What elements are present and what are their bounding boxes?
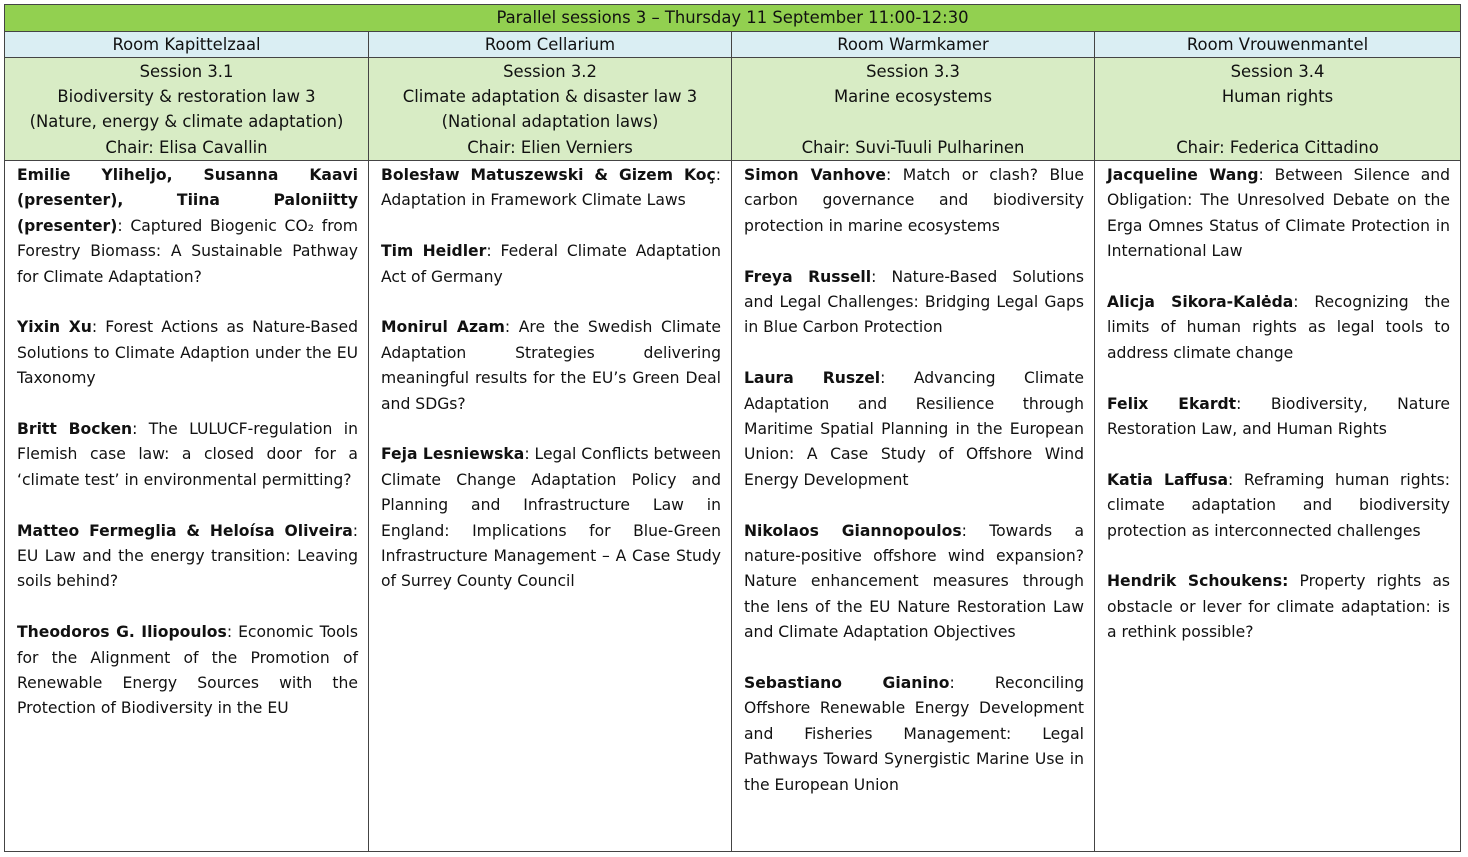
paper-entry bbox=[1107, 163, 1450, 265]
session-subtitle bbox=[732, 109, 1094, 134]
session-subtitle bbox=[1095, 109, 1460, 134]
paper-authors: Monirul Azam bbox=[381, 318, 505, 337]
session-number: Session 3.4 bbox=[1230, 62, 1325, 81]
paper-title: : Reconciling Offshore Renewable Energy Development and Fisheries Management: Legal Pathways Toward Synergistic Marine Use in the European Union bbox=[744, 674, 1084, 794]
paper-entry bbox=[744, 163, 1084, 239]
paper-title: : Captured Biogenic CO₂ from Forestry Biomass: A Sustainable Pathway for Climate Adaptation? bbox=[17, 216, 358, 286]
paper-authors: Tim Heidler bbox=[381, 242, 487, 261]
paper-title: : Match or clash? Blue carbon governance and biodiversity protection in marine ecosystems bbox=[744, 166, 1084, 235]
session-title: Marine ecosystems bbox=[833, 87, 993, 107]
paper-entry bbox=[1107, 569, 1450, 645]
paper-authors: Freya Russell bbox=[744, 267, 872, 286]
session-chair: Chair: Elisa Cavallin bbox=[105, 137, 268, 157]
paper-authors: Emilie Yliheljo, Susanna Kaavi (presenter), Tiina Paloniitty (presenter) bbox=[17, 166, 358, 235]
paper-title: : EU Law and the energy transition: Leaving soils behind? bbox=[17, 521, 358, 591]
paper-authors: Bolesław Matuszewski & Gizem Koç bbox=[381, 166, 716, 184]
paper-authors: Sebastiano Gianino bbox=[744, 674, 950, 693]
session-cell bbox=[369, 58, 732, 161]
paper-title: Property rights as obstacle or lever for climate adaptation: is a rethink possible? bbox=[1107, 572, 1451, 642]
paper-authors: Katia Laffusa bbox=[1107, 470, 1229, 489]
schedule-table bbox=[4, 4, 1461, 852]
session-chair: Chair: Federica Cittadino bbox=[1176, 137, 1379, 157]
paper-authors: Alicja Sikora-Kalėda bbox=[1107, 293, 1294, 312]
room-name: Room Warmkamer bbox=[732, 32, 1095, 58]
paper-title: : Economic Tools for the Alignment of the Promotion of Renewable Energy Sources with the Protection of Biodiversity in the EU bbox=[17, 623, 358, 718]
paper-entry bbox=[17, 519, 358, 595]
paper-title: : Legal Conflicts between Climate Change Adaptation Policy and Planning and Infrastructure Law in England: Implications for Blue-Green Infrastructure Management – A Case Study of Surrey County Council bbox=[381, 445, 721, 591]
paper-authors: Felix Ekardt bbox=[1107, 394, 1237, 413]
paper-title: : Towards a nature-positive offshore wind expansion? Nature enhancement measures through the lens of the EU Nature Restoration Law and Climate Adaptation Objectives bbox=[744, 521, 1084, 642]
paper-entry bbox=[381, 239, 721, 290]
paper-title: : Forest Actions as Nature-Based Solutions to Climate Adaption under the EU Taxonomy bbox=[17, 318, 358, 388]
paper-entry bbox=[17, 315, 358, 391]
paper-title: : Reframing human rights: climate adaptation and biodiversity protection as interconnected challenges bbox=[1107, 470, 1451, 540]
paper-authors: Hendrik Schoukens: bbox=[1107, 572, 1289, 591]
rooms-row bbox=[5, 32, 1461, 58]
session-title: Biodiversity & restoration law 3 bbox=[57, 87, 316, 107]
paper-title: : Adaptation in Framework Climate Laws bbox=[381, 166, 721, 210]
paper-title: : The LULUCF-regulation in Flemish case law: a closed door for a ‘climate test’ in environmental permitting? bbox=[17, 420, 358, 489]
paper-title: : Federal Climate Adaptation Act of Germany bbox=[381, 242, 722, 286]
paper-entry bbox=[744, 671, 1084, 798]
paper-authors: Matteo Fermeglia & Heloísa Oliveira bbox=[17, 521, 353, 540]
room-name: Room Cellarium bbox=[369, 32, 732, 58]
papers-cell-session-3-3 bbox=[732, 161, 1095, 852]
paper-entry bbox=[381, 163, 721, 214]
papers-cell-session-3-4 bbox=[1095, 161, 1461, 852]
paper-authors: Yixin Xu bbox=[17, 318, 92, 337]
session-cell bbox=[1095, 58, 1461, 161]
paper-entry bbox=[17, 417, 358, 493]
session-number: Session 3.3 bbox=[866, 62, 960, 81]
paper-entry bbox=[17, 163, 358, 290]
room-name: Room Kapittelzaal bbox=[5, 32, 369, 58]
papers-row bbox=[5, 161, 1461, 852]
paper-entry bbox=[1107, 392, 1450, 443]
paper-title: : Recognizing the limits of human rights as legal tools to address climate change bbox=[1107, 293, 1451, 362]
session-cell bbox=[732, 58, 1095, 161]
session-chair: Chair: Suvi-Tuuli Pulharinen bbox=[801, 137, 1025, 157]
paper-entry bbox=[1107, 290, 1450, 366]
session-subtitle: (Nature, energy & climate adaptation) bbox=[29, 112, 344, 132]
paper-authors: Theodoros G. Iliopoulos bbox=[17, 623, 227, 642]
room-name: Room Vrouwenmantel bbox=[1095, 32, 1461, 58]
paper-entry bbox=[744, 265, 1084, 341]
paper-entry bbox=[744, 519, 1084, 646]
paper-entry bbox=[381, 442, 721, 594]
session-chair: Chair: Elien Verniers bbox=[467, 137, 633, 157]
paper-authors: Britt Bocken bbox=[17, 420, 133, 439]
paper-title: : Nature-Based Solutions and Legal Challenges: Bridging Legal Gaps in Blue Carbon Protection bbox=[744, 267, 1084, 337]
session-cell bbox=[5, 58, 369, 161]
paper-authors: Nikolaos Giannopoulos bbox=[744, 521, 962, 540]
session-title: Climate adaptation & disaster law 3 bbox=[402, 87, 698, 107]
sessions-row bbox=[5, 58, 1461, 161]
paper-title: : Biodiversity, Nature Restoration Law, and Human Rights bbox=[1107, 394, 1451, 439]
paper-entry bbox=[744, 366, 1084, 493]
papers-cell-session-3-2 bbox=[369, 161, 732, 852]
paper-authors: Feja Lesniewska bbox=[381, 445, 525, 464]
paper-title: : Between Silence and Obligation: The Unresolved Debate on the Erga Omnes Status of Climate Protection in International Law bbox=[1107, 166, 1451, 261]
paper-entry bbox=[17, 620, 358, 722]
papers-cell-session-3-1 bbox=[5, 161, 369, 852]
paper-entry bbox=[1107, 468, 1450, 544]
paper-authors: Laura Ruszel bbox=[744, 369, 881, 388]
schedule-title: Parallel sessions 3 – Thursday 11 September 11:00-12:30 bbox=[5, 5, 1461, 32]
title-row bbox=[5, 5, 1461, 32]
paper-authors: Jacqueline Wang bbox=[1107, 166, 1259, 184]
paper-authors: Simon Vanhove bbox=[744, 166, 886, 184]
session-subtitle: (National adaptation laws) bbox=[441, 112, 659, 132]
paper-title: : Advancing Climate Adaptation and Resilience through Maritime Spatial Planning in the European Union: A Case Study of Offshore Wind Energy Development bbox=[744, 369, 1084, 489]
paper-title: : Are the Swedish Climate Adaptation Strategies delivering meaningful results for the EU’s Green Deal and SDGs? bbox=[381, 318, 721, 413]
session-title: Human rights bbox=[1221, 87, 1334, 107]
paper-entry bbox=[381, 315, 721, 417]
session-number: Session 3.1 bbox=[139, 62, 234, 81]
session-number: Session 3.2 bbox=[503, 62, 597, 81]
